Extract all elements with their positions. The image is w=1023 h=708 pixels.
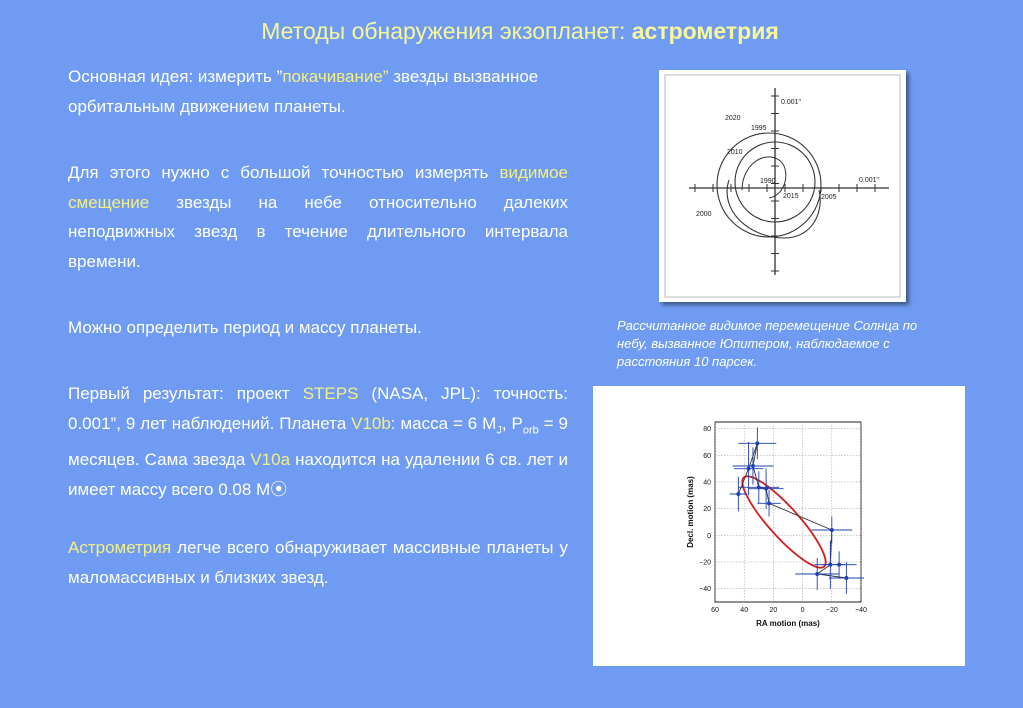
title-bold-text: астрометрия — [631, 18, 779, 44]
data-point — [844, 576, 848, 580]
sun-motion-diagram — [659, 70, 906, 302]
data-point — [747, 467, 751, 471]
y-tick-label: 20 — [703, 506, 711, 514]
y-axis-label: Decl. motion (mas) — [686, 476, 695, 548]
x-tick-label: 60 — [711, 607, 719, 614]
orbit-ellipse — [733, 467, 836, 576]
year-label: 2005 — [821, 194, 837, 201]
year-label: 2015 — [783, 193, 799, 200]
sun-motion-figure — [659, 70, 906, 302]
astrometry-chart — [593, 386, 965, 666]
x-tick-label: 40 — [740, 607, 749, 614]
year-label: 1995 — [751, 125, 767, 132]
year-label: 2010 — [727, 149, 743, 156]
y-tick-label: 80 — [703, 426, 711, 434]
axis-label-y: 0.001" — [781, 99, 802, 106]
data-point — [837, 563, 841, 567]
paragraph-measurement: Для этого нужно с большой точностью измерять видимое смещение звезды на небе относительно далеких неподвижных звезд в течение длительного интервала времени. — [68, 163, 568, 271]
y-tick-label: 0 — [707, 532, 711, 540]
paragraph-main-idea: Основная идея: измерить ”покачивание” звезды вызванное орбитальным движением планеты. — [68, 67, 539, 116]
y-tick-label: −40 — [699, 586, 711, 594]
data-point — [755, 441, 759, 445]
astrometry-chart-svg — [593, 386, 965, 666]
year-label: 2000 — [696, 211, 712, 218]
slide-title — [0, 18, 1023, 45]
data-point — [764, 487, 768, 491]
x-tick-label: 20 — [769, 607, 778, 614]
data-point — [736, 492, 740, 496]
highlight-wobble: покачивание” — [282, 67, 389, 86]
x-tick-label: −20 — [825, 607, 838, 614]
paragraph-astrometry: Астрометрия легче всего обнаруживает массивные планеты у маломассивных и близких звезд. — [68, 538, 568, 587]
paragraph-first-result: Первый результат: проект STEPS (NASA, JPL): точность: 0.001”, 9 лет наблюдений. Планета V10b: масса = 6 $M_J$, $P_{orb} = 9$ месяцев. Сама звезда V10a находится на удалении 6 св. лет и имеет массу всего 0.08 M⦿ — [68, 384, 569, 499]
year-label: 1990 — [760, 178, 776, 185]
x-tick-label: −40 — [855, 607, 867, 614]
highlight-v10a: V10a — [250, 450, 291, 470]
figure-caption: Рассчитанное видимое перемещение Солнца по небу, вызванное Юпитером, наблюдаемое с расстояния 10 парсек. — [617, 318, 918, 369]
sun-symbol-icon: ⦿ — [270, 479, 288, 499]
axis-label-x: 0.001" — [859, 177, 880, 184]
data-point — [751, 464, 755, 468]
highlight-v10b: V10b — [351, 413, 391, 433]
data-point — [830, 528, 834, 532]
data-point — [767, 501, 771, 505]
paragraph-period-mass: Можно определить период и массу планеты. — [68, 318, 422, 337]
x-axis-label: RA motion (mas) — [756, 619, 820, 628]
highlight-steps: STEPS — [302, 384, 359, 403]
highlight-apparent-shift: видимое смещение — [68, 163, 568, 212]
y-tick-label: 40 — [703, 479, 711, 487]
highlight-astrometry: Астрометрия — [68, 538, 172, 557]
data-point — [815, 572, 819, 576]
year-label: 2020 — [725, 115, 741, 122]
y-tick-label: 60 — [703, 452, 711, 460]
title-text: Методы обнаружения экзопланет: — [261, 18, 632, 44]
x-tick-label: 0 — [800, 607, 805, 614]
y-tick-label: −20 — [699, 559, 711, 567]
